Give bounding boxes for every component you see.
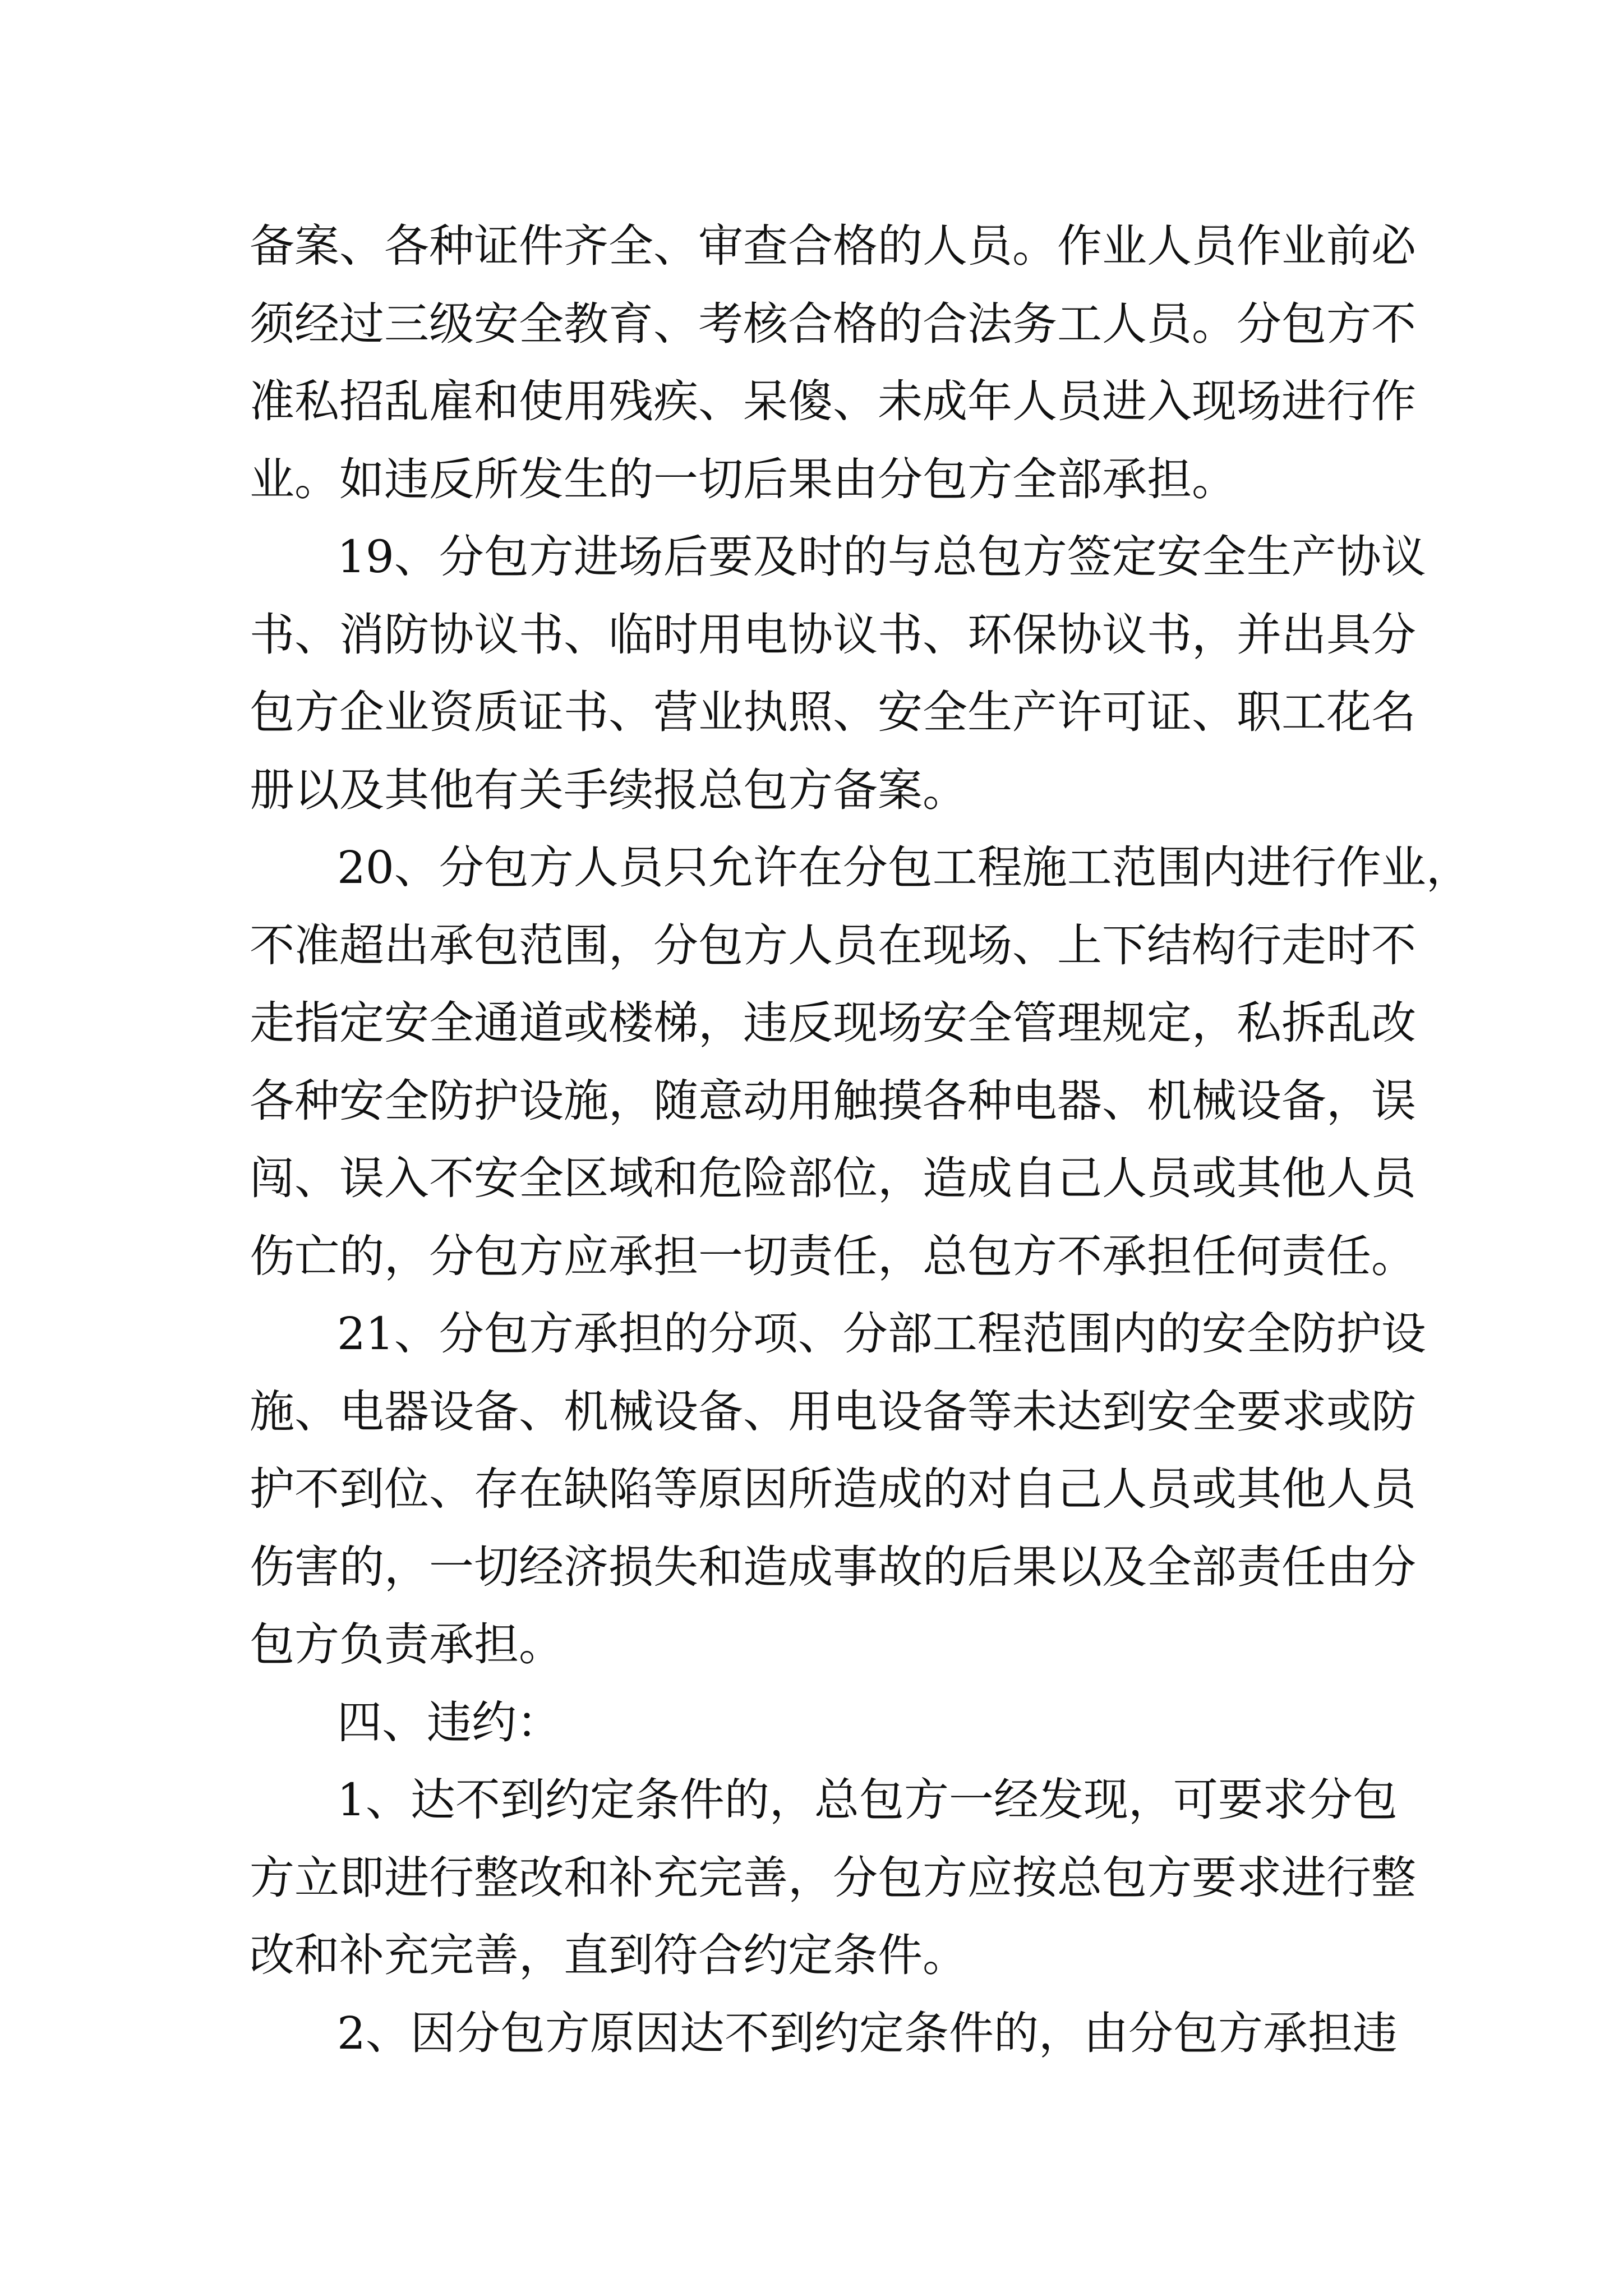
text-line: 方立即进行整改和补充完善，分包方应按总包方要求进行整	[250, 1851, 1416, 1904]
text-line: 册以及其他有关手续报总包方备案。	[250, 763, 967, 816]
text-line: 各种安全防护设施，随意动用触摸各种电器、机械设备，误	[250, 1074, 1416, 1127]
text-line: 备案、各种证件齐全、审查合格的人员。作业人员作业前必	[250, 220, 1416, 272]
text-line: 施、电器设备、机械设备、用电设备等未达到安全要求或防	[250, 1385, 1416, 1438]
text-line: 19、分包方进场后要及时的与总包方签定安全生产协议	[337, 531, 1426, 583]
text-line: 须经过三级安全教育、考核合格的合法务工人员。分包方不	[250, 297, 1416, 350]
section-heading: 四、违约：	[337, 1696, 561, 1749]
text-line: 2、因分包方原因达不到约定条件的，由分包方承担违	[337, 2007, 1398, 2059]
text-line: 1、达不到约定条件的，总包方一经发现，可要求分包	[337, 1774, 1398, 1826]
text-line: 走指定安全通道或楼梯，违反现场安全管理规定，私拆乱改	[250, 997, 1416, 1049]
text-line: 业。如违反所发生的一切后果由分包方全部承担。	[250, 453, 1237, 505]
text-line: 伤亡的，分包方应承担一切责任，总包方不承担任何责任。	[250, 1230, 1416, 1282]
text-line: 护不到位、存在缺陷等原因所造成的对自己人员或其他人员	[250, 1463, 1416, 1515]
text-line: 书、消防协议书、临时用电协议书、环保协议书，并出具分	[250, 608, 1416, 661]
text-line: 伤害的，一切经济损失和造成事故的后果以及全部责任由分	[250, 1540, 1416, 1593]
text-line: 包方负责承担。	[250, 1618, 564, 1671]
text-line: 20、分包方人员只允许在分包工程施工范围内进行作业，	[337, 841, 1471, 894]
text-line: 闯、误入不安全区域和危险部位，造成自己人员或其他人员	[250, 1152, 1416, 1204]
document-body	[250, 208, 1471, 2072]
text-line: 改和补充完善，直到符合约定条件。	[250, 1929, 967, 1981]
text-line: 21、分包方承担的分项、分部工程范围内的安全防护设	[337, 1308, 1426, 1360]
text-line: 准私招乱雇和使用残疾、呆傻、未成年人员进入现场进行作	[250, 375, 1416, 427]
text-line: 不准超出承包范围，分包方人员在现场、上下结构行走时不	[250, 919, 1416, 972]
text-line: 包方企业资质证书、营业执照、安全生产许可证、职工花名	[250, 686, 1416, 738]
